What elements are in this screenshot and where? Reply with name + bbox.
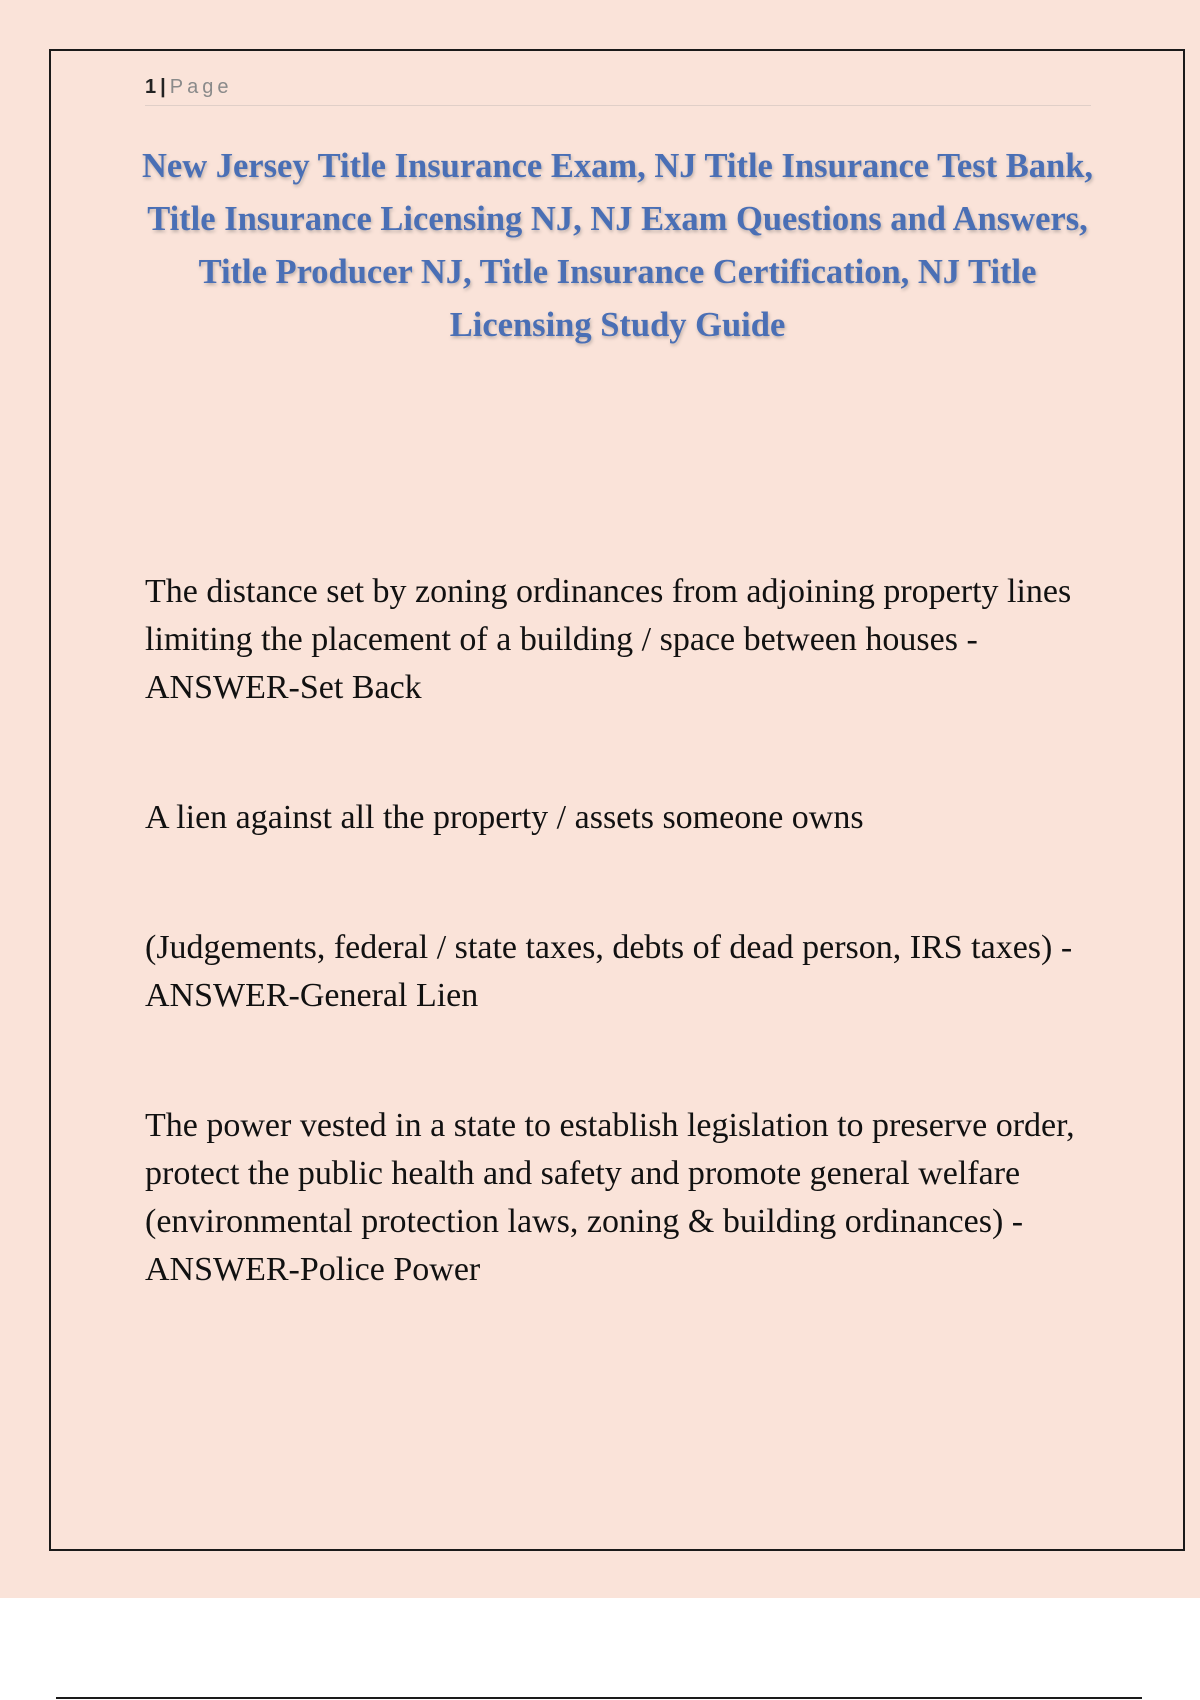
page-separator: | bbox=[160, 76, 166, 98]
qa-paragraph-police-power: The power vested in a state to establish legislation to preserve order, protect the public health and safety and promote general welfare (environmental protection laws, zoning & building ordinances) - ANSWER-Police Power bbox=[145, 1107, 1075, 1288]
document-title: New Jersey Title Insurance Exam, NJ Title Insurance Test Bank, Title Insurance Licensing NJ, NJ Exam Questions and Answers, Title Producer NJ, Title Insurance Certification, NJ Title Licensing Study Guide bbox=[141, 147, 1094, 344]
qa-paragraph-setback: The distance set by zoning ordinances from adjoining property lines limiting the placement of a building / space between houses - ANSWER-Set Back bbox=[145, 573, 1072, 706]
page-label: Page bbox=[169, 76, 233, 98]
page-header bbox=[145, 72, 1091, 106]
qa-paragraph-general-lien-question: A lien against all the property / assets someone owns bbox=[145, 799, 864, 836]
page-number: 1 bbox=[145, 76, 157, 98]
qa-paragraph-general-lien-answer: (Judgements, federal / state taxes, debts of dead person, IRS taxes) - ANSWER-General Lien bbox=[145, 929, 1073, 1014]
footer-rule bbox=[56, 1697, 1142, 1699]
